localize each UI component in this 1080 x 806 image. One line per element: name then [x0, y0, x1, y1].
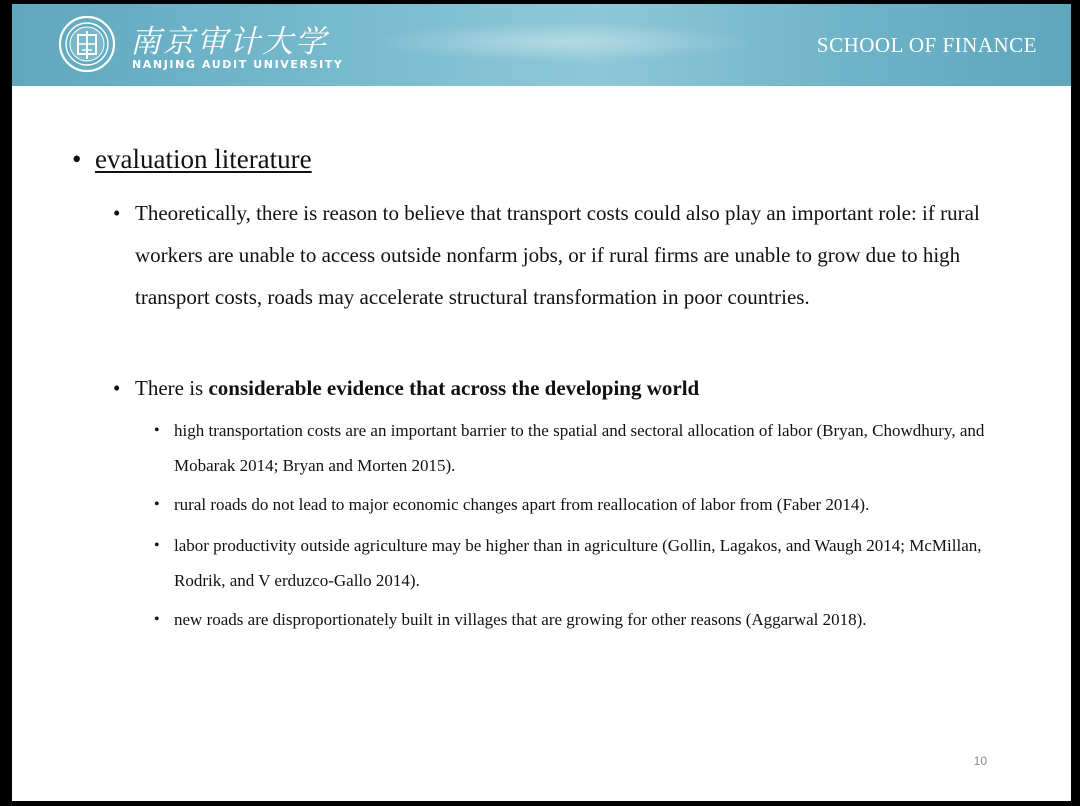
- subpoint-text: new roads are disproportionately built in villages that are growing for other reasons (Aggarwal 2018).: [174, 610, 867, 629]
- point-prefix: There is: [135, 376, 209, 400]
- slide: [12, 4, 1071, 801]
- bullet-icon: •: [154, 537, 160, 554]
- subpoint-text: labor productivity outside agriculture may be higher than in agriculture (Gollin, Lagakos, and Waugh 2014; McMillan, Rodrik, and V erduzco-Gallo 2014).: [174, 536, 982, 590]
- bullet-icon: •: [154, 422, 160, 439]
- bullet-icon: •: [113, 376, 121, 400]
- point-text: Theoretically, there is reason to believe that transport costs could also play an important role: if rural workers are unable to access outside nonfarm jobs, or if rural firms are unable to grow due to high transport costs, roads may accelerate structural transformation in poor countries.: [135, 201, 980, 309]
- slide-heading: evaluation literature: [95, 144, 312, 174]
- school-name: SCHOOL OF FINANCE: [816, 33, 1037, 57]
- bullet-icon: •: [154, 496, 160, 513]
- bullet-icon: •: [72, 144, 82, 174]
- subpoint-text: rural roads do not lead to major economic changes apart from reallocation of labor from (Faber 2014).: [174, 495, 870, 514]
- point-emphasis: considerable evidence that across the developing world: [208, 376, 700, 400]
- university-name-english: NANJING AUDIT UNIVERSITY: [132, 58, 344, 71]
- bullet-icon: •: [113, 201, 121, 225]
- bullet-icon: •: [154, 611, 160, 628]
- point-text: [135, 367, 1015, 409]
- page-number: 10: [973, 754, 987, 768]
- slide-body: [12, 4, 1071, 801]
- subpoint-text: high transportation costs are an important barrier to the spatial and sectoral allocation of labor (Bryan, Chowdhury, and Mobarak 2014; Bryan and Morten 2015).: [174, 421, 985, 475]
- university-name-chinese: 南京审计大学: [130, 24, 328, 60]
